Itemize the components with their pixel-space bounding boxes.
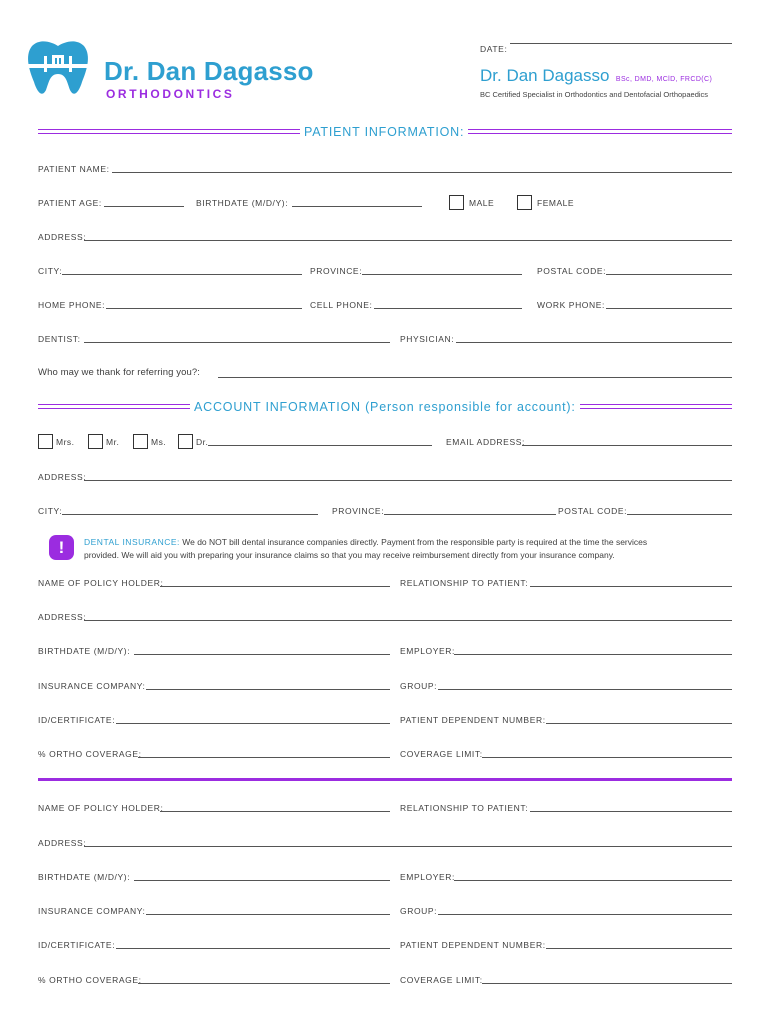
patient-age-label: PATIENT AGE: <box>38 198 102 208</box>
id-certificate-field[interactable] <box>116 948 390 949</box>
mr-checkbox[interactable] <box>88 434 103 449</box>
physician-label: PHYSICIAN: <box>400 334 455 344</box>
home-phone-label: HOME PHONE: <box>38 300 106 310</box>
doctor-credentials: BSc, DMD, MClD, FRCD(C) <box>615 76 713 83</box>
coverage-limit-label: COVERAGE LIMIT: <box>400 749 483 759</box>
province-field[interactable] <box>362 274 522 275</box>
dependent-number-field[interactable] <box>546 723 732 724</box>
employer-label: EMPLOYER: <box>400 646 455 656</box>
birthdate-label: BIRTHDATE (M/D/Y): <box>196 198 289 208</box>
physician-field[interactable] <box>456 342 732 343</box>
insured-address-field[interactable] <box>84 846 732 847</box>
insurance-company-field[interactable] <box>146 689 390 690</box>
city-label: CITY: <box>38 266 63 276</box>
ortho-coverage-field[interactable] <box>138 983 390 984</box>
ortho-coverage-label: % ORTHO COVERAGE: <box>38 975 142 985</box>
dependent-number-label: PATIENT DEPENDENT NUMBER: <box>400 715 546 725</box>
account-name-field[interactable] <box>208 445 432 446</box>
ortho-coverage-field[interactable] <box>138 757 390 758</box>
notice-heading: DENTAL INSURANCE: <box>84 537 180 547</box>
insured-birthdate-field[interactable] <box>134 654 390 655</box>
insurance-company-label: INSURANCE COMPANY: <box>38 681 146 691</box>
insured-address-label: ADDRESS: <box>38 612 87 622</box>
email-label: EMAIL ADDRESS: <box>446 437 525 447</box>
dentist-label: DENTIST: <box>38 334 81 344</box>
insured-birthdate-label: BIRTHDATE (M/D/Y): <box>38 646 131 656</box>
postal-code-field[interactable] <box>606 274 732 275</box>
exclamation-icon: ! <box>49 535 74 560</box>
birthdate-field[interactable] <box>292 206 422 207</box>
insurance-company-field[interactable] <box>146 914 390 915</box>
account-info-title: ACCOUNT INFORMATION (Person responsible for account): <box>190 400 580 414</box>
insured-address-label: ADDRESS: <box>38 838 87 848</box>
patient-age-field[interactable] <box>104 206 184 207</box>
referral-field[interactable] <box>218 377 732 378</box>
dentist-field[interactable] <box>84 342 390 343</box>
dependent-number-label: PATIENT DEPENDENT NUMBER: <box>400 940 546 950</box>
insurance-company-label: INSURANCE COMPANY: <box>38 906 146 916</box>
account-city-field[interactable] <box>62 514 318 515</box>
province-label: PROVINCE: <box>310 266 363 276</box>
account-city-label: CITY: <box>38 506 63 516</box>
notice-line-1 <box>84 536 734 549</box>
patient-name-label: PATIENT NAME: <box>38 164 110 174</box>
mrs-checkbox[interactable] <box>38 434 53 449</box>
relationship-field[interactable] <box>530 586 732 587</box>
dr-checkbox[interactable] <box>178 434 193 449</box>
coverage-limit-field[interactable] <box>482 983 732 984</box>
ms-label: Ms. <box>151 437 167 447</box>
id-certificate-label: ID/CERTIFICATE: <box>38 715 116 725</box>
date-label: DATE: <box>480 44 508 54</box>
patient-info-title: PATIENT INFORMATION: <box>300 125 468 139</box>
city-field[interactable] <box>62 274 302 275</box>
mr-label: Mr. <box>106 437 120 447</box>
policy-holder-field[interactable] <box>160 811 390 812</box>
cell-phone-label: CELL PHONE: <box>310 300 373 310</box>
address-field[interactable] <box>84 240 732 241</box>
doctor-name-text: Dr. Dan Dagasso <box>480 66 610 85</box>
mrs-label: Mrs. <box>56 437 75 447</box>
ms-checkbox[interactable] <box>133 434 148 449</box>
section-divider <box>38 778 732 781</box>
date-field[interactable] <box>510 43 732 44</box>
male-checkbox[interactable] <box>449 195 464 210</box>
account-address-field[interactable] <box>84 480 732 481</box>
insured-birthdate-label: BIRTHDATE (M/D/Y): <box>38 872 131 882</box>
doctor-specialty: BC Certified Specialist in Orthodontics and Dentofacial Orthopaedics <box>480 90 709 99</box>
group-field[interactable] <box>438 689 732 690</box>
logo <box>22 38 312 102</box>
dr-label: Dr. <box>196 437 209 447</box>
notice-text-2: provided. We will aid you with preparing your insurance claims so that you may receive reimbursement directly from your insurance company. <box>84 550 615 560</box>
employer-label: EMPLOYER: <box>400 872 455 882</box>
account-postal-label: POSTAL CODE: <box>558 506 628 516</box>
work-phone-field[interactable] <box>606 308 732 309</box>
ortho-coverage-label: % ORTHO COVERAGE: <box>38 749 142 759</box>
account-province-label: PROVINCE: <box>332 506 385 516</box>
policy-holder-field[interactable] <box>160 586 390 587</box>
logo-subtitle: ORTHODONTICS <box>106 87 235 101</box>
female-checkbox[interactable] <box>517 195 532 210</box>
group-label: GROUP: <box>400 681 438 691</box>
notice-text-1: We do NOT bill dental insurance companies directly. Payment from the responsible party is required at the time the services <box>182 537 648 547</box>
employer-field[interactable] <box>454 880 732 881</box>
employer-field[interactable] <box>454 654 732 655</box>
address-label: ADDRESS: <box>38 232 87 242</box>
relationship-label: RELATIONSHIP TO PATIENT: <box>400 578 529 588</box>
home-phone-field[interactable] <box>106 308 302 309</box>
insurance-notice <box>84 536 734 562</box>
account-postal-field[interactable] <box>627 514 732 515</box>
insured-address-field[interactable] <box>84 620 732 621</box>
coverage-limit-label: COVERAGE LIMIT: <box>400 975 483 985</box>
cell-phone-field[interactable] <box>374 308 522 309</box>
relationship-label: RELATIONSHIP TO PATIENT: <box>400 803 529 813</box>
dependent-number-field[interactable] <box>546 948 732 949</box>
male-label: MALE <box>469 198 495 208</box>
referral-label: Who may we thank for referring you?: <box>38 367 201 378</box>
tooth-logo-icon <box>22 38 94 100</box>
patient-name-field[interactable] <box>112 172 732 173</box>
female-label: FEMALE <box>537 198 575 208</box>
account-province-field[interactable] <box>384 514 556 515</box>
coverage-limit-field[interactable] <box>482 757 732 758</box>
postal-code-label: POSTAL CODE: <box>537 266 607 276</box>
relationship-field[interactable] <box>530 811 732 812</box>
policy-holder-label: NAME OF POLICY HOLDER: <box>38 803 164 813</box>
id-certificate-field[interactable] <box>116 723 390 724</box>
id-certificate-label: ID/CERTIFICATE: <box>38 940 116 950</box>
group-field[interactable] <box>438 914 732 915</box>
email-field[interactable] <box>522 445 732 446</box>
policy-holder-label: NAME OF POLICY HOLDER: <box>38 578 164 588</box>
logo-name: Dr. Dan Dagasso <box>104 56 314 86</box>
account-address-label: ADDRESS: <box>38 472 87 482</box>
doctor-name <box>480 66 712 86</box>
work-phone-label: WORK PHONE: <box>537 300 605 310</box>
group-label: GROUP: <box>400 906 438 916</box>
insured-birthdate-field[interactable] <box>134 880 390 881</box>
